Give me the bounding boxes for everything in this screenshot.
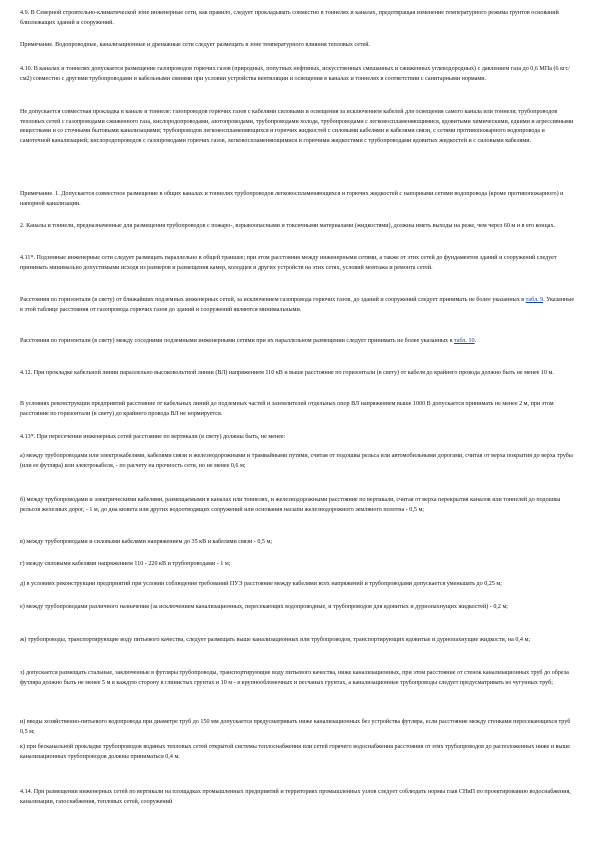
item-4-13-h: з) допускается размещать стальные, заключенные в футляры трубопроводы, транспортирующие воду питьевого качества, ниже канализационных, при этом расстояние от стенок канализационных труб до обреза футляра должно быть не менее 5 м в каждую сторону в глинистых грунтах и 10 м - в крупнообломочных и песчаных грунтах, а канализационные трубопроводы следует предусматривать из чугунных труб; bbox=[20, 670, 569, 686]
item-4-13-e: д) в условиях реконструкции предприятий при условии соблюдения требований ПУЭ расстояние между кабелями всех напряжений и трубопроводами допускается уменьшать до 0,25 м; bbox=[20, 581, 502, 587]
paragraph-4-11-networks bbox=[20, 337, 575, 347]
note-4-10-2: 2. Каналы и тоннели, предназначенные для размещения трубопроводов с пожаро-, взрывоопасными и токсичными материалами (жидкостями), должны иметь выходы на реже, чем через 60 м и в его концах. bbox=[20, 223, 556, 229]
paragraph-4-13: 4.13*. При пересечении инженерных сетей расстояние по вертикали (в свету) должны быть, не менее: bbox=[20, 434, 286, 440]
paragraph-4-14: 4.14. При размещении инженерных сетей по вертикали на площадках промышленных предприятий и территориях промышленных узлов следует соблюдать нормы глав СНиП по проектированию водоснабжения, канализации, газоснабжения, тепловых сетей, сооружений bbox=[20, 789, 571, 805]
paragraph-text: Расстояния по горизонтали (в свету) от ближайших подземных инженерных сетей, за исключением газопровода горючих газов, до зданий и сооружений следует принимать не более указанных в bbox=[20, 297, 526, 303]
paragraph-text: Расстояния по горизонтали (в свету) между соседними подземными инженерными сетями при их параллельном размещении следует принимать не более указанных в bbox=[20, 338, 455, 344]
table-9-link[interactable]: табл. 9 bbox=[525, 297, 544, 303]
paragraph-4-11-buildings bbox=[20, 296, 575, 315]
note-4-10-1: Примечание. 1. Допускается совместное размещение в общих каналах и тоннелях трубопроводов легковоспламеняющихся и горючих жидкостей с напорными сетями водопровода (кроме противопожарного) и напорной канализации. bbox=[20, 191, 564, 207]
table-10-link[interactable]: табл. 10 bbox=[454, 338, 475, 344]
paragraph-text: . bbox=[474, 338, 477, 344]
item-4-13-a: а) между трубопроводами или электрокабелями, кабелями связи и железнодорожными и трамвайными путями, считая от подошвы рельса или автомобильными дорогами, считая от верха покрытия до верха трубы (или ее футляра) или электрокабеля, - по расчету на прочность сети, но не менее 0,6 м; bbox=[20, 453, 573, 469]
paragraph-4-11: 4.11*. Подземные инженерные сети следует размещать параллельно в общей траншее; при этом расстояния между инженерными сетями, а также от этих сетей до фундаментов зданий и сооружений следует принимать минимально допустимыми исходя из размеров и размещения камер, колодцев и других устройств на этих сетях, условий монтажа и ремонта сетей. bbox=[20, 255, 557, 271]
paragraph-4-9: 4.9. В Северной строительно-климатической зоне инженерные сети, как правило, следует прокладывать совместно в тоннелях и каналах, предотвращая изменение температурного режима грунтов оснований близлежащих зданий и сооружений. bbox=[20, 10, 559, 26]
paragraph-4-10: 4.10. В каналах и тоннелях допускается размещение газопроводов горючих газов (природных, попутных нефтяных, искусственных смешанных и сжиженных углеводородных) с давлением газа до 0,6 МПа (6 кгс/см2) совместно с другими трубопроводами и кабельными связями при условии устройства вентиляции и освещения в каналах и тоннелях в соответствии с санитарными нормами. bbox=[20, 66, 570, 82]
item-4-13-c: в) между трубопроводами и силовыми кабелями напряжением до 35 кВ и кабелями связи - 0,5 м; bbox=[20, 539, 273, 545]
note-4-9: Примечание. Водопроводные, канализационные и дренажные сети следует размещать в зоне температурного влияния тепловых сетей. bbox=[20, 42, 371, 48]
paragraph-text: . Указанные в этой таблице расстояния от газопровода горючих газов до зданий и сооружений являются минимальными. bbox=[20, 297, 575, 313]
item-4-13-k: к) при бесканальной прокладке трубопроводов водяных тепловых сетей открытой системы теплоснабжения или сетей горячего водоснабжения расстояния от этих трубопроводов до расположенных ниже и выше канализационных трубопроводов должны приниматься 0,4 м. bbox=[20, 744, 570, 760]
paragraph-4-12-reconstruction: В условиях реконструкции предприятий расстояние от кабельных линий до подземных частей и заземлителей отдельных опор ВЛ напряжением выше 1000 В допускается принимать не менее 2 м, при этом расстояние по горизонтали (в свету) до крайнего провода ВЛ не нормируется. bbox=[20, 401, 554, 417]
item-4-13-f: е) между трубопроводами различного назначения (за исключением канализационных, пересекающих водопроводные, и трубопроводов для ядовитых и дурнопахнущих жидкостей) - 0,2 м; bbox=[20, 604, 509, 610]
item-4-13-d: г) между силовыми кабелями напряжением 110 - 220 кВ и трубопроводами - 1 м; bbox=[20, 561, 231, 567]
item-4-13-b: б) между трубопроводами и электрическими кабелями, размещаемыми в каналах или тоннелях, и железнодорожными расстояние по вертикали, считая от верха перекрытия каналов или тоннелей до подошвы рельсов железных дорог, - 1 м, до дна кювета или других водоотводящих сооружений или основания насыпи железнодорожного земляного полотна - 0,5 м; bbox=[20, 497, 561, 513]
item-4-13-g: ж) трубопроводы, транспортирующие воду питьевого качества, следует размещать выше канализационных или трубопроводов, транспортирующих ядовитые и дурнопахнущие жидкости, на 0,4 м; bbox=[20, 637, 531, 643]
item-4-13-i: и) вводы хозяйственно-питьевого водопровода при диаметре труб до 150 мм допускается предусматривать ниже канализационных без устройства футляра, если расстояние между стенками пересекающихся труб 0,5 м; bbox=[20, 719, 571, 735]
paragraph-4-10-restrictions: Не допускается совместная прокладка в канале и тоннеле: газопроводов горючих газов с кабелями силовыми и освещения за исключением кабелей для освещения самого канала или тоннеля; трубопроводов тепловых сетей с газопроводами сжиженного газа, кислородопроводами, азотопроводами, трубопроводами холода, трубопроводами с легковоспламеняющимися, ядовитыми химическими, едкими и агрессивными веществами и со сточными бытовыми канализациями; трубопроводов легковоспламеняющихся и горючих жидкостей с силовыми кабелями и кабелями связи, с сетями противопожарного водопровода и самотечной канализацией; кислородопроводов с газопроводами горючих газов, легковоспламеняющимися и горючими жидкостями с трубопроводами ядовитых жидкостей и с силовыми кабелями. bbox=[20, 109, 574, 145]
paragraph-4-12: 4.12. При прокладке кабельной линии параллельно высоковольтной линии (ВЛ) напряжением 110 кВ и выше расстояние по горизонтали (в свету) от кабеля до крайнего провода должно быть не менее 10 м. bbox=[20, 370, 554, 376]
